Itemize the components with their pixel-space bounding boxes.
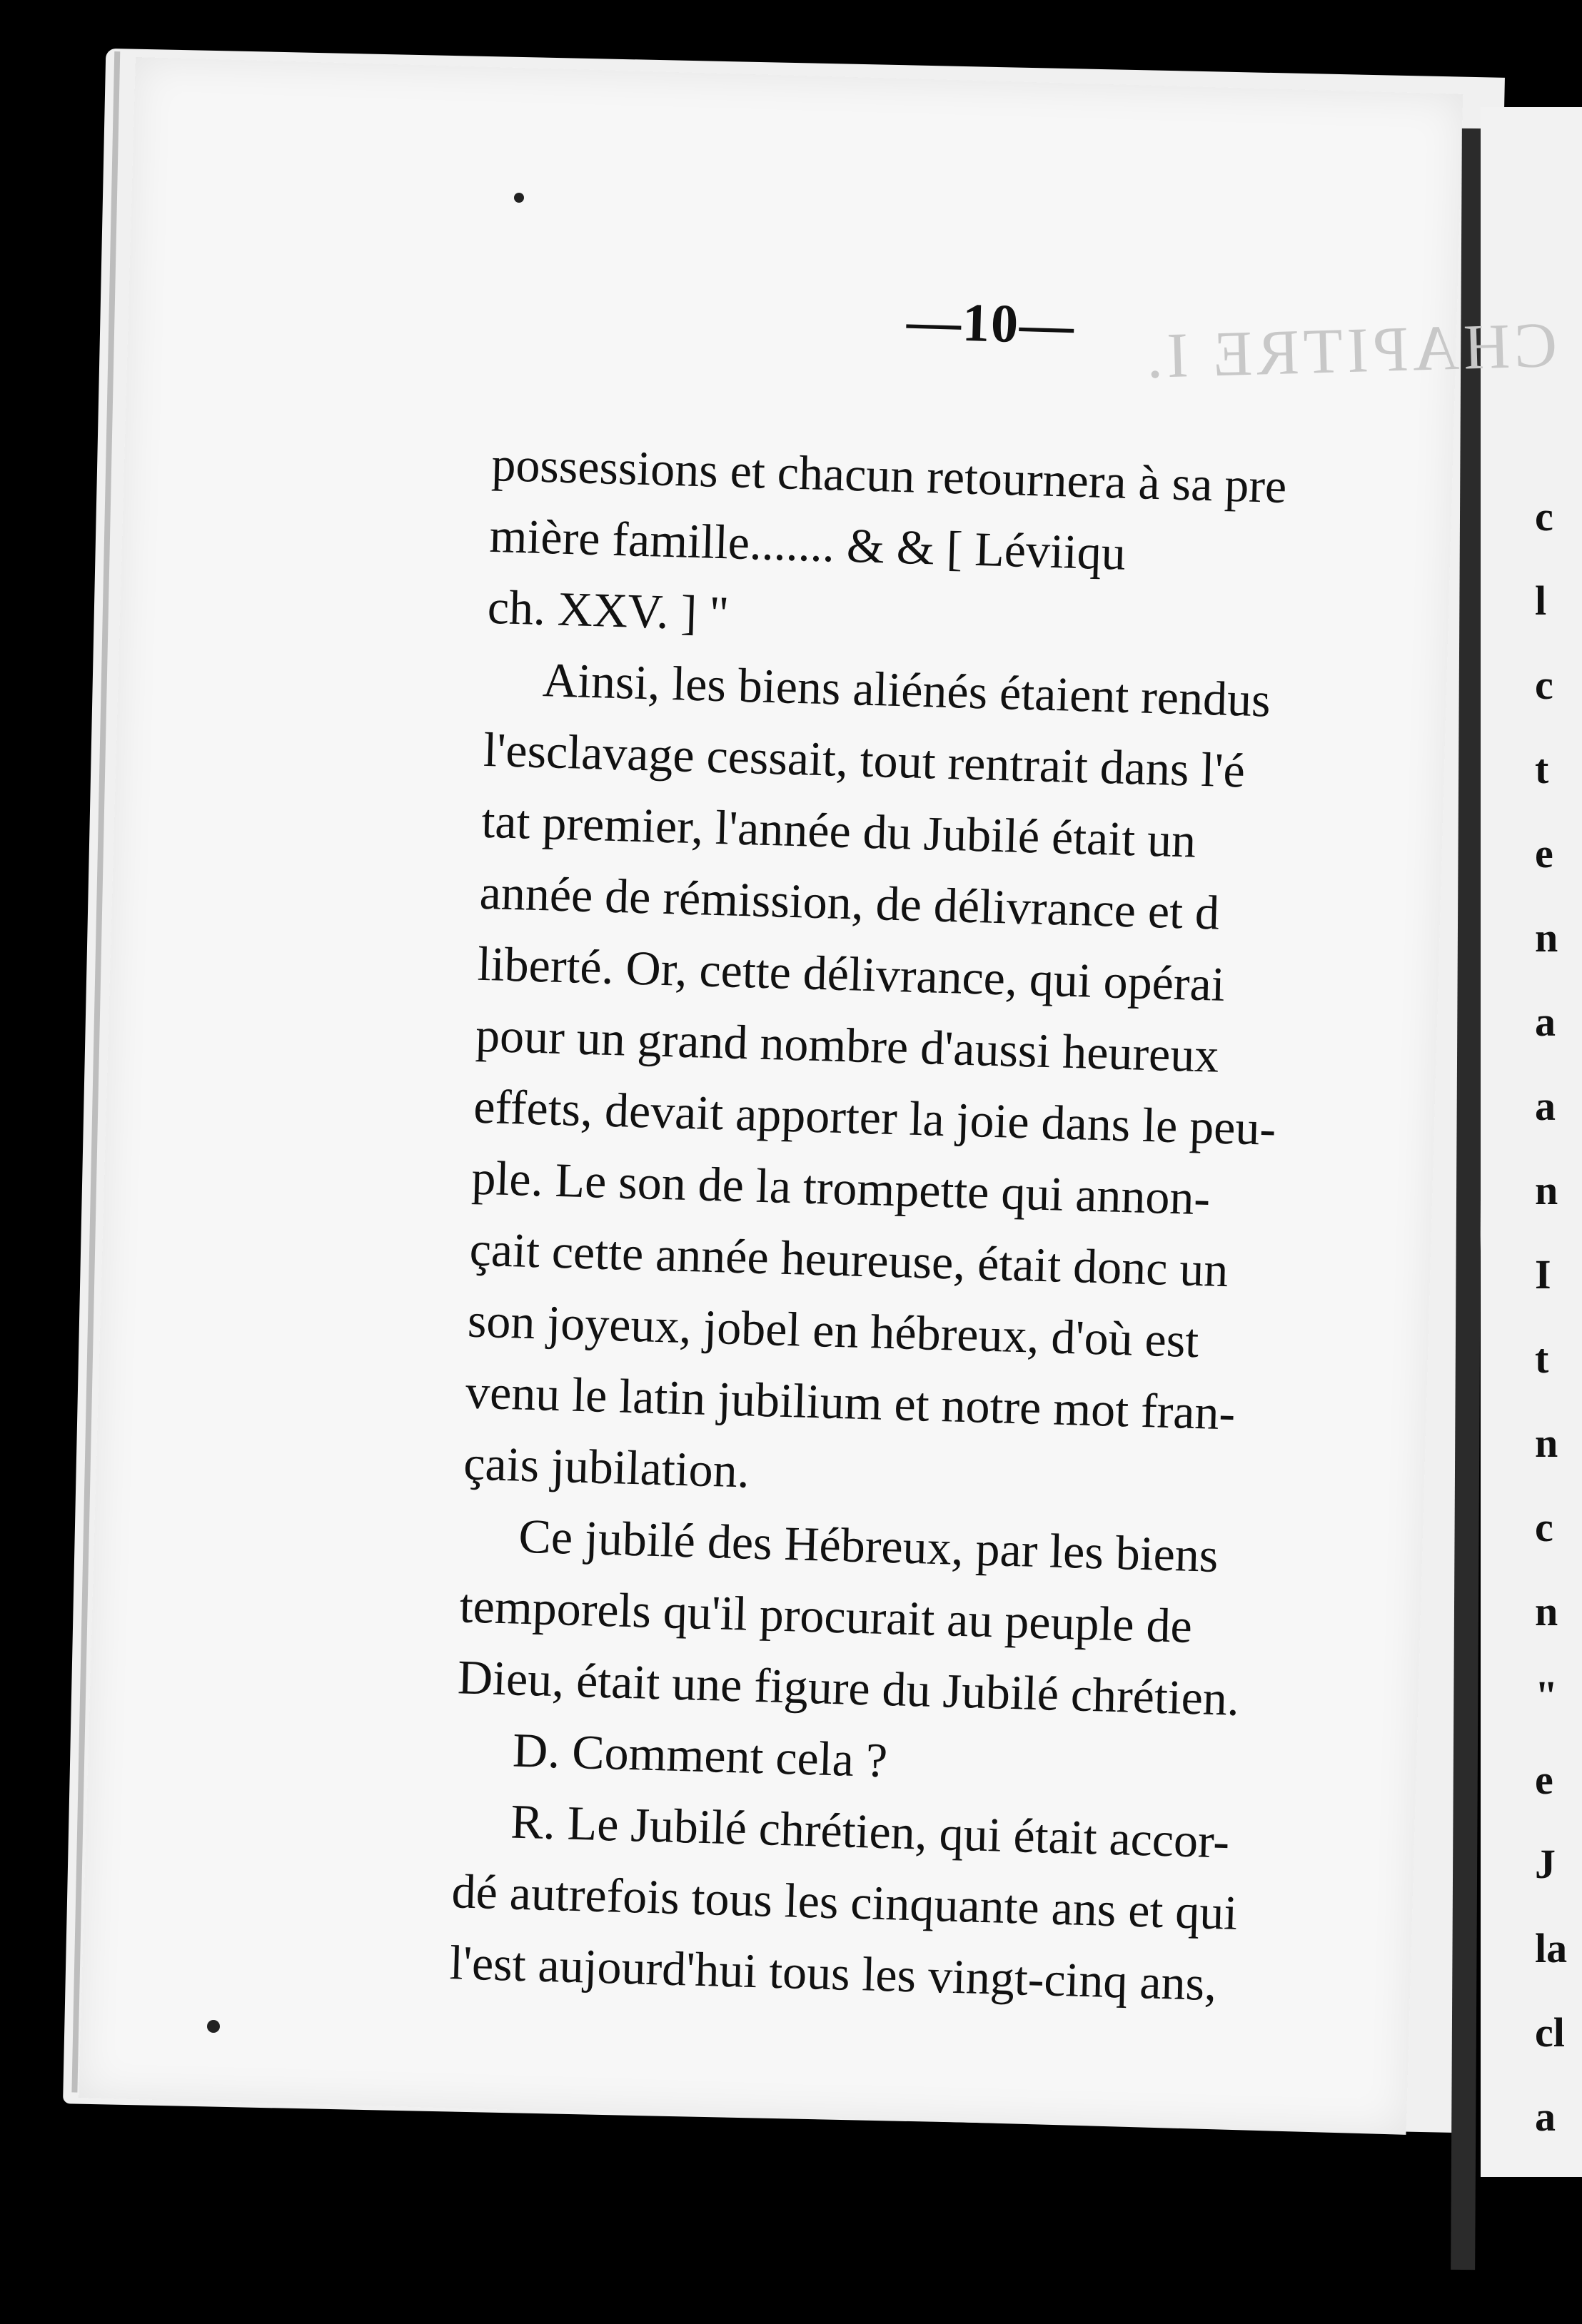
text-line: son joyeux, jobel en hébreux, d'où est xyxy=(467,1293,1200,1368)
text-line: pour un grand nombre d'aussi heureux xyxy=(475,1007,1220,1083)
facing-page-letter: n xyxy=(1535,1420,1558,1466)
paragraph-quote-end xyxy=(487,428,1435,669)
facing-page-letter: c xyxy=(1535,662,1553,708)
facing-page-letter: " xyxy=(1535,1672,1558,1719)
facing-page-letter: n xyxy=(1535,1588,1558,1635)
facing-page-letter: c xyxy=(1535,1504,1553,1550)
facing-page-letter: e xyxy=(1535,1757,1553,1803)
text-line: Ce jubilé des Hébreux, par les biens xyxy=(518,1508,1219,1582)
facing-page-letter: n xyxy=(1535,1167,1558,1213)
text-line: l'esclavage cessait, tout rentrait dans l'é xyxy=(483,722,1246,798)
facing-page-letter: a xyxy=(1535,999,1556,1045)
text-line: çais jubilation. xyxy=(463,1435,750,1498)
text-line: mière famille....... & & [ Léviiqu xyxy=(488,507,1127,580)
paragraph-jubile-hebreux xyxy=(457,1498,1405,1739)
text-line: dé autrefois tous les cinquante ans et qui xyxy=(450,1864,1239,1940)
facing-page-letter: l xyxy=(1535,577,1547,624)
facing-page-letter: J xyxy=(1535,1841,1556,1887)
facing-page-letter: n xyxy=(1535,914,1558,961)
text-line: çait cette année heureuse, était donc un xyxy=(468,1221,1229,1298)
text-line: possessions et chacun retournera à sa pre xyxy=(490,436,1288,514)
facing-page-letter: a xyxy=(1535,1083,1556,1129)
text-line: tat premier, l'année du Jubilé était un xyxy=(480,793,1197,868)
text-line: temporels qu'il procurait au peuple de xyxy=(458,1578,1193,1653)
text-line: R. Le Jubilé chrétien, qui était accor- xyxy=(510,1794,1231,1869)
paragraph-answer xyxy=(449,1784,1397,2024)
text-line: ple. Le son de la trompette qui annon- xyxy=(470,1150,1211,1226)
ink-speck xyxy=(207,2020,220,2033)
text-line: effets, devait apporter la joie dans le peu- xyxy=(473,1078,1277,1156)
page-number: —10— xyxy=(905,290,1077,356)
facing-page-letter: la xyxy=(1535,1925,1568,1971)
text-line: Dieu, était une figure du Jubilé chrétien. xyxy=(457,1649,1240,1726)
page-body xyxy=(449,428,1435,2024)
text-line: venu le latin jubilium et notre mot fran- xyxy=(465,1364,1236,1440)
facing-page-letter: t xyxy=(1535,1335,1549,1382)
facing-page xyxy=(1481,107,1582,2177)
text-line: ch. XXV. ] " xyxy=(486,579,730,641)
text-line: D. Comment cela ? xyxy=(512,1722,889,1788)
facing-page-letter: cl xyxy=(1535,2009,1565,2056)
facing-page-letter: t xyxy=(1535,746,1549,792)
paragraph-ainsi xyxy=(463,642,1429,1525)
text-line: liberté. Or, cette délivrance, qui opérai xyxy=(476,936,1226,1011)
show-through-heading: CHAPITRE I. xyxy=(1141,309,1558,393)
ink-speck xyxy=(514,193,524,203)
facing-page-letter: e xyxy=(1535,830,1553,876)
text-line: année de rémission, de délivrance et d xyxy=(478,864,1221,940)
facing-page-letter: a xyxy=(1535,2093,1556,2140)
text-line: l'est aujourd'hui tous les vingt-cinq ans, xyxy=(448,1935,1218,2011)
text-line: Ainsi, les biens aliénés étaient rendus xyxy=(542,652,1271,727)
facing-page-letter: I xyxy=(1535,1251,1551,1298)
facing-page-letter: c xyxy=(1535,493,1553,540)
